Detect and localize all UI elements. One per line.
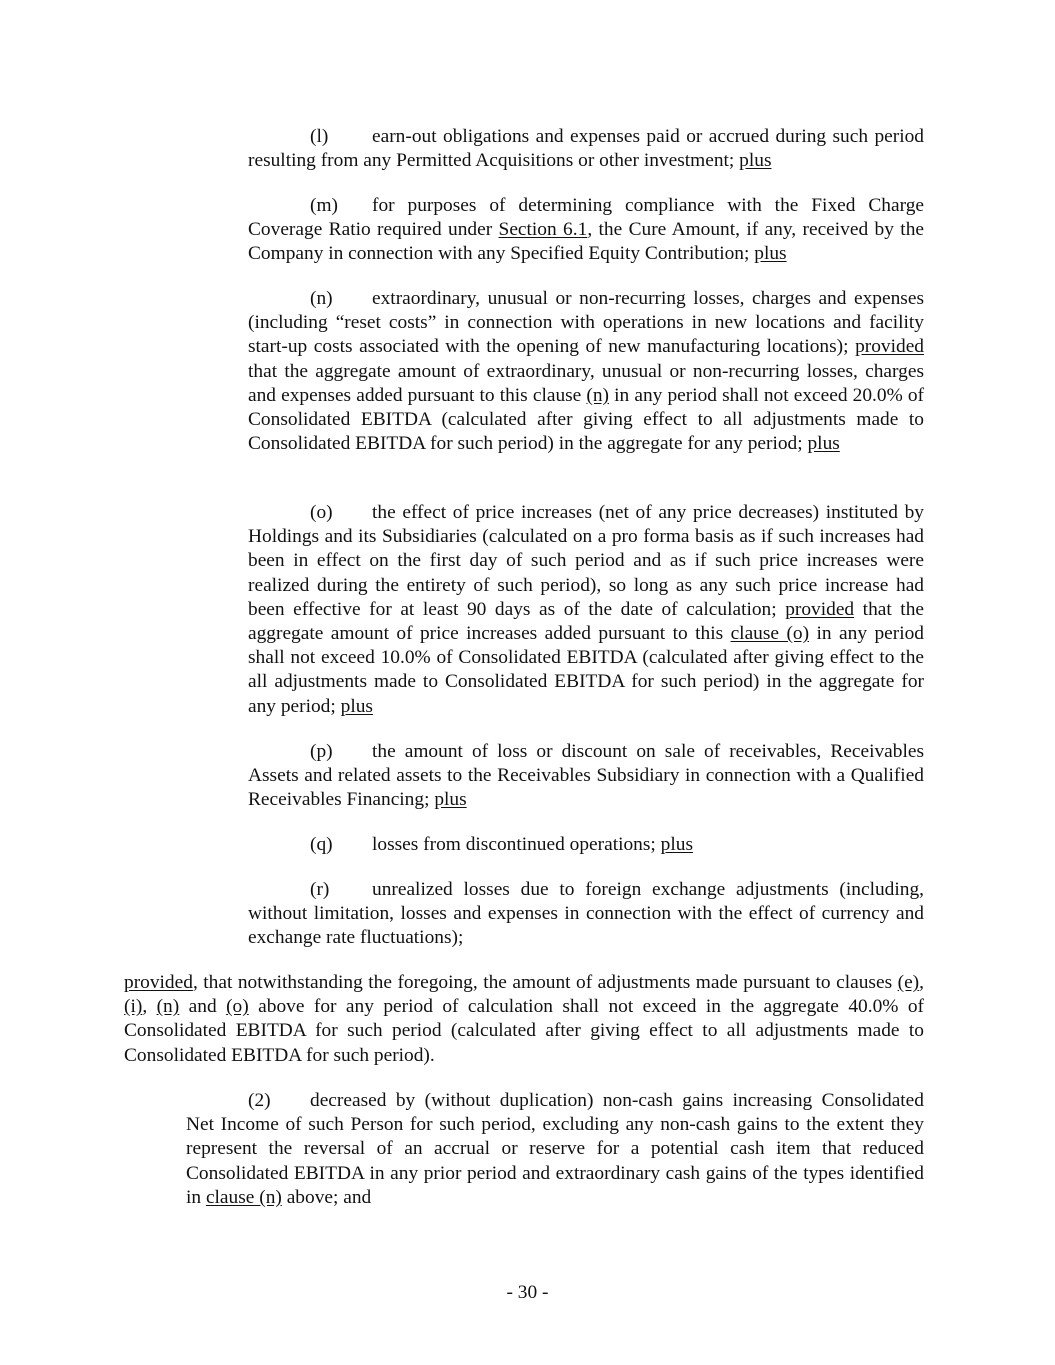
item-text: decreased by (without duplication) non-cash gains increasing Consolidated Net Income of such Person for such period, excluding any non-cash gains to the extent they represent the reversal of an accrual or reserve for a potential cash item that reduced Consolidated EBITDA in any prior period and extraordinary cash gains of the types identified in (186, 1090, 924, 1208)
plus-term: plus (739, 150, 772, 172)
provided-term: provided (855, 336, 924, 358)
clause-reference: (n) (586, 384, 610, 406)
clause-m (248, 194, 924, 267)
clause-q (248, 833, 924, 857)
clause-text: that the aggregate amount of extraordinary, unusual or non-recurring losses, charges and expenses added pursuant to this clause (248, 360, 924, 406)
clause-p (248, 740, 924, 813)
clause-reference-e: (e) (897, 972, 920, 993)
clause-reference: clause (o) (730, 623, 810, 645)
clause-text: , the Cure Amount, if any, received by the Company in connection with any Specified Equity Contribution; (248, 219, 924, 265)
clause-label: (r) (310, 879, 330, 900)
clause-label: (n) (310, 288, 333, 309)
clause-r (248, 878, 924, 951)
clause-label: (l) (310, 126, 329, 147)
clause-text: unrealized losses due to foreign exchange adjustments (including, without limitation, losses and expenses in connection with the effect of currency and exchange rate fluctuations); (248, 879, 924, 949)
clause-reference: clause (n) (205, 1186, 282, 1208)
clause-l (248, 125, 924, 173)
clause-text: that the aggregate amount of price increases added pursuant to this (248, 598, 924, 645)
plus-term: plus (340, 695, 373, 717)
clause-text: in any period shall not exceed 10.0% of Consolidated EBITDA (calculated after giving effect to the all adjustments made to Consolidated EBITDA for such period) in the aggregate for any period; (248, 623, 924, 717)
separator: , (142, 996, 157, 1018)
plus-term: plus (807, 433, 840, 455)
provided-term: provided (785, 598, 855, 620)
provided-term: provided (124, 972, 193, 993)
clause-label: (p) (310, 741, 333, 762)
clause-reference-o: (o) (226, 996, 249, 1018)
clause-text: earn-out obligations and expenses paid or accrued during such period resulting from any Permitted Acquisitions or other investment; (248, 126, 924, 172)
plus-term: plus (660, 834, 693, 855)
clause-label: (o) (310, 502, 333, 523)
separator: , (919, 972, 924, 993)
clause-label: (m) (310, 195, 338, 216)
item-label: (2) (248, 1090, 271, 1111)
clause-text: in any period shall not exceed 20.0% of Consolidated EBITDA (calculated after giving effect to all adjustments made to Consolidated EBITDA for such period) in the aggregate for any period; (248, 384, 924, 455)
proviso-text: , that notwithstanding the foregoing, the amount of adjustments made pursuant to clauses (192, 972, 898, 993)
clause-o (248, 501, 924, 719)
clause-text: the amount of loss or discount on sale of receivables, Receivables Assets and related assets to the Receivables Subsidiary in connection with a Qualified Receivables Financing; (248, 741, 924, 811)
clause-text: extraordinary, unusual or non-recurring losses, charges and expenses (including “reset costs” in connection with operations in new locations and facility start-up costs associated with the opening of new manufacturing locations); (248, 288, 924, 358)
proviso-text: above for any period of calculation shall not exceed in the aggregate 40.0% of Consolidated EBITDA for such period (calculated after giving effect to all adjustments made to Consolidated EBITDA for such period). (124, 996, 924, 1066)
clause-reference-i: (i) (124, 996, 143, 1018)
item-text: above; and (281, 1186, 372, 1208)
clause-text: the effect of price increases (net of any price decreases) instituted by Holdings and its Subsidiaries (calculated on a pro forma basis as if such increases had been in effect on the first day of such period and as if such price increases were realized during the entirety of such period), so long as any such price increase had been effective for at least 90 days as of the date of calculation; (248, 502, 924, 620)
clause-reference-n: (n) (156, 996, 180, 1018)
clause-label: (q) (310, 834, 333, 855)
page-number: - 30 - (506, 1282, 549, 1303)
clause-text: losses from discontinued operations; (372, 834, 661, 855)
plus-term: plus (434, 789, 467, 811)
plus-term: plus (754, 243, 787, 265)
separator: and (179, 996, 227, 1018)
proviso-paragraph (124, 971, 924, 1068)
clause-n (248, 287, 924, 456)
item-2 (186, 1089, 924, 1210)
section-reference: Section 6.1 (498, 219, 588, 241)
clause-text: for purposes of determining compliance with the Fixed Charge Coverage Ratio required under (248, 195, 924, 241)
